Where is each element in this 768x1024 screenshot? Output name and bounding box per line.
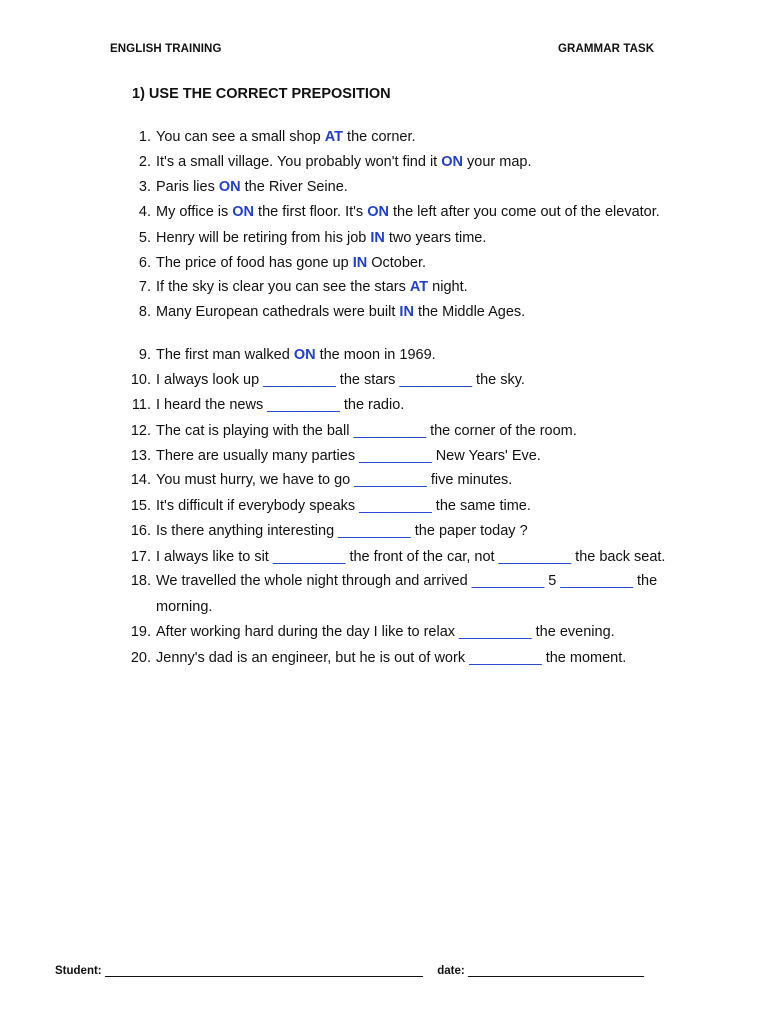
item-text: the moment. [541,650,627,666]
answer-blank[interactable]: _________ [353,423,427,439]
answer: ON [367,204,389,220]
item-number: 11. [131,397,151,413]
item-text: Henry will be retiring from his job [156,230,371,246]
answer: ON [232,204,255,220]
item-number: 3. [138,179,151,195]
item-text: morning. [156,599,213,615]
student-label: Student: [55,965,102,977]
item-text: the stars [335,372,400,388]
item-text: five minutes. [426,472,513,488]
item-number: 19. [130,624,151,640]
item-text: We travelled the whole night through and arrived [156,573,472,589]
item-text: You can see a small shop [156,129,325,145]
answer-blank[interactable]: _________ [560,573,633,589]
item-text: I always look up [156,372,264,388]
item-text: My office is [156,204,233,220]
item-number: 18. [130,573,151,589]
answer: AT [409,279,429,295]
item-text: the sky. [472,372,525,388]
answer-blank[interactable]: _________ [399,372,473,388]
item-number: 4. [138,204,151,220]
answer-blank[interactable]: _________ [459,624,532,640]
item-text: the moon in 1969. [315,347,436,363]
item-text: The price of food has gone up [156,255,353,271]
item-text: the radio. [339,397,405,413]
item-text: I always like to sit [156,549,273,565]
item-text: the Middle Ages. [413,304,526,320]
item-number: 6. [138,255,151,271]
student-name-field[interactable] [105,964,423,977]
answer-blank[interactable]: _________ [498,549,572,565]
answer: IN [399,304,414,320]
item-number: 12. [130,423,151,439]
item-text: Is there anything interesting [156,523,339,539]
item-text: the left after you come out of the elevator. [388,204,660,220]
answer-blank[interactable]: _________ [359,498,432,514]
item-text: October. [367,255,427,271]
header-left: ENGLISH TRAINING [110,43,222,55]
answer: ON [441,154,463,170]
item-number: 16. [130,523,151,539]
item-number: 2. [138,154,151,170]
date-label: date: [437,965,465,977]
section-title: 1) USE THE CORRECT PREPOSITION [132,86,391,102]
item-number: 8. [138,304,151,320]
item-text: 5 [544,573,561,589]
answer-blank[interactable]: _________ [338,523,411,539]
item-number: 9. [138,347,151,363]
item-text: New Years' Eve. [431,448,541,464]
footer [55,964,644,977]
answer-blank[interactable]: _________ [354,472,427,488]
item-number: 7. [138,279,151,295]
item-text: the [632,573,658,589]
item-text: After working hard during the day I like to relax [156,624,460,640]
answer-blank[interactable]: _________ [263,372,336,388]
answer-blank[interactable]: _________ [471,573,545,589]
item-text: the corner. [343,129,416,145]
item-number: 14. [130,472,151,488]
item-text: I heard the news [156,397,268,413]
item-text: If the sky is clear you can see the stars [156,279,410,295]
answer-blank[interactable]: _________ [359,448,432,464]
item-text: the corner of the room. [426,423,577,439]
item-text: night. [428,279,468,295]
answer-blank[interactable]: _________ [469,650,542,666]
item-text: the same time. [431,498,531,514]
item-number: 20. [130,650,151,666]
item-number: 13. [130,448,151,464]
item-number: 10. [130,372,151,388]
item-text: Paris lies [156,179,219,195]
item-number: 15. [130,498,151,514]
item-text: your map. [462,154,532,170]
item-number: 5. [138,230,151,246]
answer: IN [352,255,368,271]
item-text: It's difficult if everybody speaks [156,498,360,514]
item-text: the front of the car, not [345,549,499,565]
answer-blank[interactable]: _________ [267,397,340,413]
item-number: 1. [138,129,151,145]
item-text: It's a small village. You probably won't find it [156,154,442,170]
answer: AT [324,129,344,145]
item-text: the evening. [531,624,615,640]
item-text: There are usually many parties [156,448,360,464]
item-text: The cat is playing with the ball [156,423,354,439]
item-text: Many European cathedrals were built [156,304,400,320]
answer: ON [218,179,241,195]
answer: IN [370,230,385,246]
header-right: GRAMMAR TASK [558,43,655,55]
item-text: the first floor. It's [254,204,368,220]
answer-blank[interactable]: _________ [272,549,346,565]
item-text: You must hurry, we have to go [156,472,355,488]
item-text: the paper today ? [410,523,528,539]
item-number: 17. [130,549,151,565]
item-text: The first man walked [156,347,294,363]
item-text: the back seat. [571,549,666,565]
item-text: the River Seine. [240,179,348,195]
answer: ON [293,347,316,363]
date-field[interactable] [468,964,644,977]
item-text: two years time. [384,230,487,246]
item-text: Jenny's dad is an engineer, but he is out of work [156,650,470,666]
